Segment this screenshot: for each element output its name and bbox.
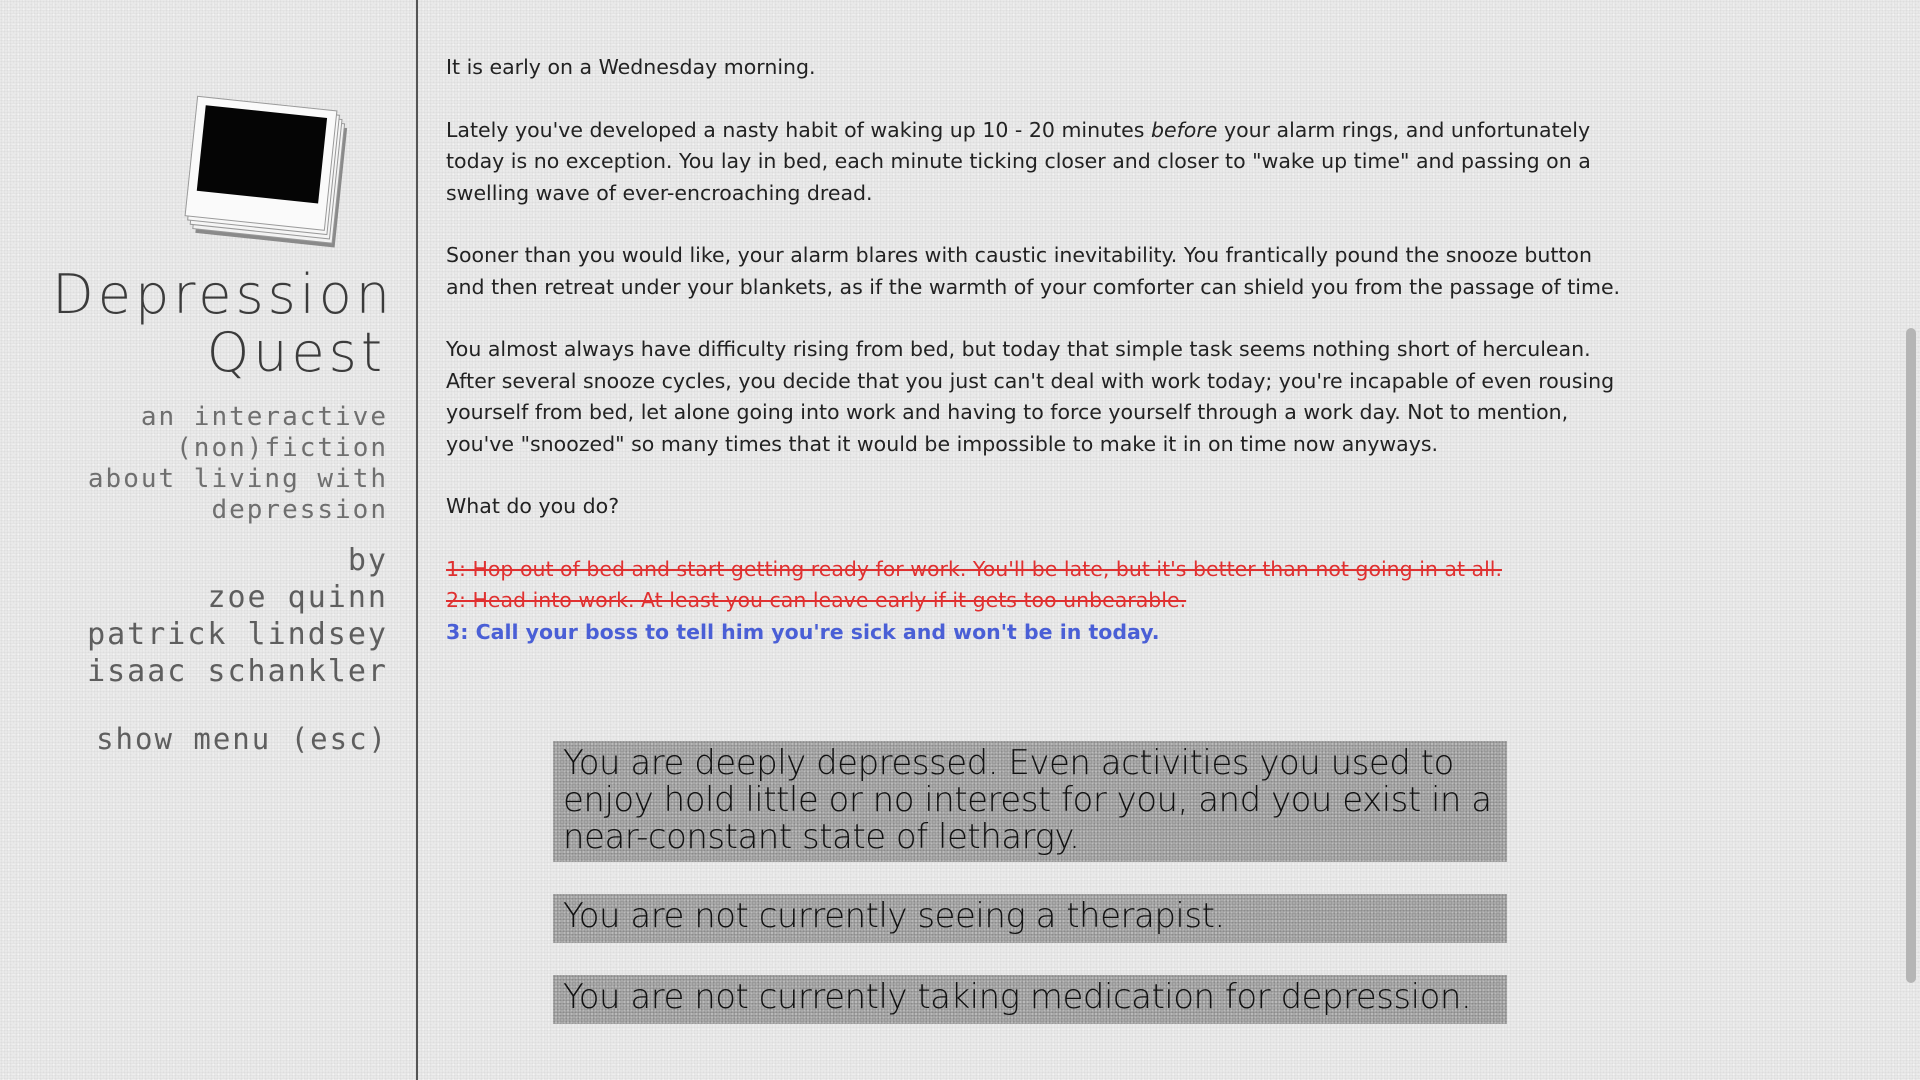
photo-stack-icon [172,92,362,254]
subtitle [58,402,388,526]
choice-link[interactable]: 3: Call your boss to tell him you're sick and won't be in today. [446,619,1160,644]
subtitle-line: (non)fiction [176,433,388,463]
author-name: zoe quinn [207,580,388,615]
story-text: your alarm rings, and unfortunately today is no exception. You lay in bed, each minute ticking closer and closer to "wake up time" and passing on a swelling wave of ever-encroaching dread. [446,117,1591,205]
author-name: isaac schankler [87,654,388,689]
scrollbar-thumb[interactable] [1906,328,1916,983]
show-menu-link[interactable]: show menu (esc) [96,722,388,756]
by-label: by [347,543,388,578]
sidebar [0,0,418,1080]
story-passage [446,52,1626,648]
choice-unavailable: 2: Head into work. At least you can leave early if it gets too unbearable. [446,588,1187,612]
title-line-2: Quest [206,321,386,384]
story-paragraph: You almost always have difficulty rising from bed, but today that simple task seems nothing short of herculean. After several snooze cycles, you decide that you just can't deal with work today; you're incapable of even rousing yourself from bed, let alone going into work and having to force yourself through a work day. Not to mention, you've "snoozed" so many times that it would be impossible to make it in on time now anyways. [446,337,1615,456]
status-therapist: You are not currently seeing a therapist. [553,894,1507,943]
author-name: patrick lindsey [87,617,388,652]
emphasis-text: before [1150,117,1218,142]
subtitle-line: depression [211,495,388,525]
story-paragraph [446,115,1626,210]
game-title [14,263,394,384]
subtitle-line: about living with [87,464,388,494]
status-depression: You are deeply depressed. Even activities you used to enjoy hold little or no interest for you, and you exist in a near-constant state of lethargy. [553,741,1507,862]
status-medication: You are not currently taking medication for depression. [553,975,1507,1024]
subtitle-line: an interactive [140,402,388,432]
credits [48,542,388,690]
story-text: Lately you've developed a nasty habit of waking up 10 - 20 minutes [446,117,1145,142]
story-paragraph: Sooner than you would like, your alarm blares with caustic inevitability. You frantically pound the snooze button and then retreat under your blankets, as if the warmth of your comforter can shield you from the passage of time. [446,243,1621,299]
choice-list [446,554,1626,649]
scrollbar[interactable] [1900,0,1920,1080]
title-line-1: Depression [52,263,394,326]
story-question: What do you do? [446,494,620,518]
story-paragraph: It is early on a Wednesday morning. [446,55,816,79]
choice-unavailable: 1: Hop out of bed and start getting ready for work. You'll be late, but it's better than not going in at all. [446,556,1502,581]
